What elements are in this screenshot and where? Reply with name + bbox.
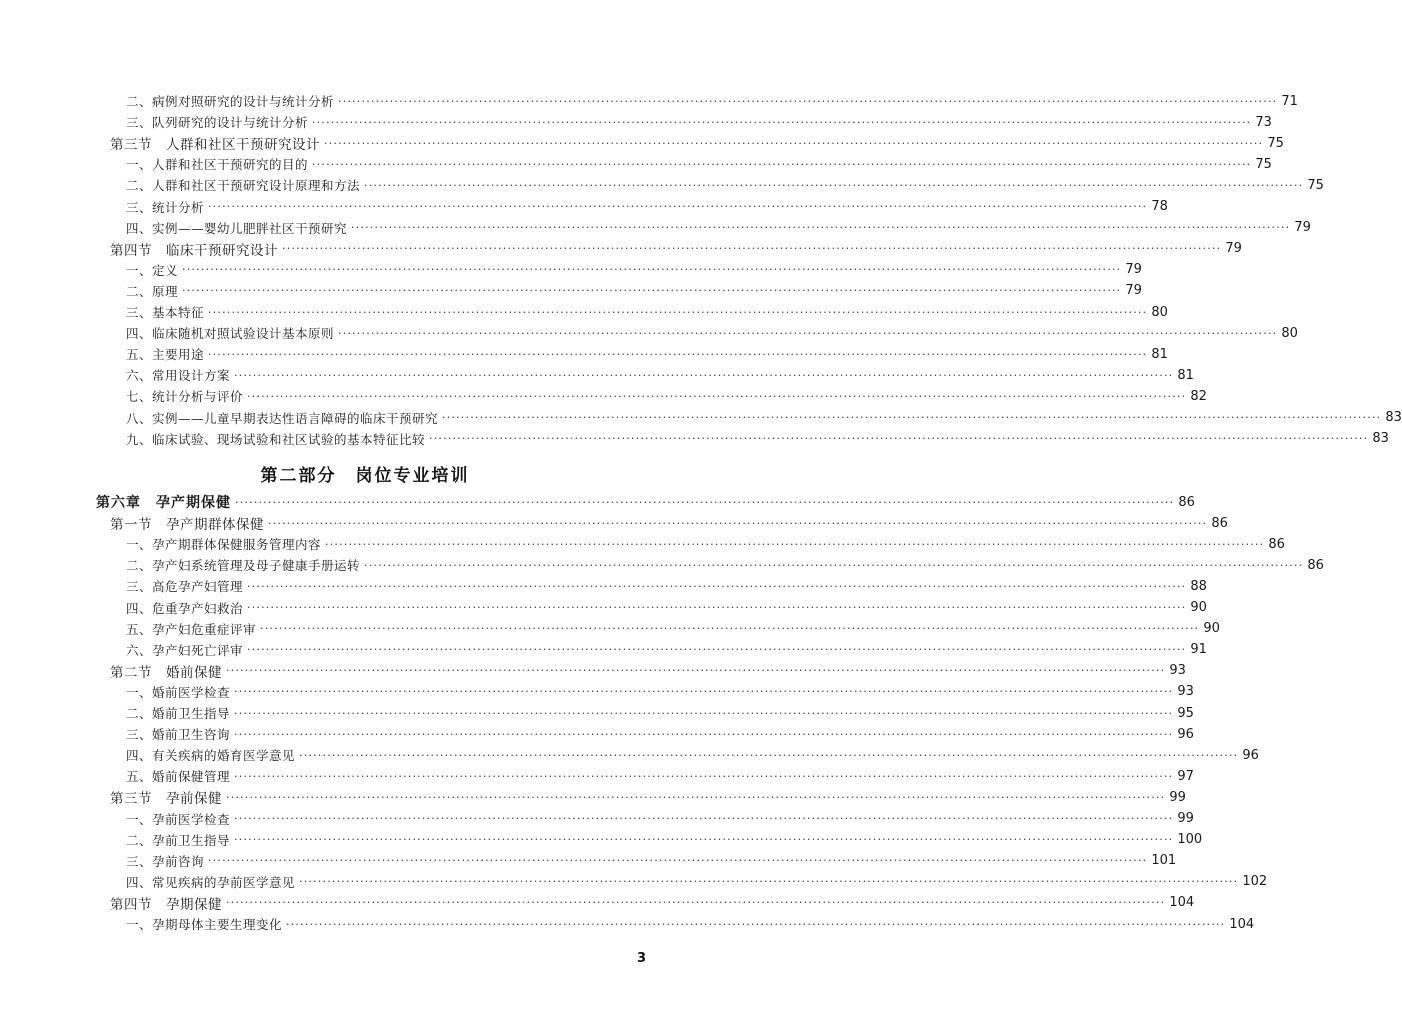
toc-entry-page: 73: [1255, 114, 1272, 130]
toc-entry-label: 六、常用设计方案: [126, 368, 231, 384]
dot-leader: ········································································································································································································: [442, 411, 1382, 424]
toc-entry: [126, 681, 1194, 703]
toc-entry: [126, 744, 1259, 766]
toc-entry: [126, 364, 1194, 386]
toc-entry-page: 79: [1225, 241, 1242, 257]
toc-entry-page: 99: [1169, 789, 1186, 805]
toc-entry-page: 104: [1169, 895, 1195, 911]
toc-entry: [110, 238, 1242, 260]
toc-entry-page: 96: [1242, 747, 1259, 763]
dot-leader: ········································································································································································································: [208, 854, 1148, 868]
toc-entry: [126, 702, 1194, 724]
toc-entry-page: 86: [1178, 494, 1195, 510]
toc-entry-page: 78: [1151, 199, 1168, 214]
toc-entry: [126, 618, 1220, 640]
toc-entry: [110, 512, 1228, 534]
toc-entry: [126, 174, 1324, 196]
toc-entry-label: 第二节 婚前保健: [110, 664, 222, 681]
toc-entry-page: 91: [1190, 642, 1207, 658]
toc-entry: [126, 829, 1203, 851]
dot-leader: ········································································································································································································: [234, 812, 1174, 825]
toc-entry: [126, 913, 1255, 935]
toc-entry: [126, 217, 1311, 239]
toc-entry: [110, 660, 1186, 682]
toc-entry: [126, 575, 1207, 597]
toc-entry: [126, 871, 1268, 893]
toc-entry-label: 七、统计分析与评价: [126, 389, 244, 405]
dot-leader: ········································································································································································································: [247, 601, 1187, 614]
dot-leader: ········································································································································································································: [351, 221, 1291, 235]
dot-leader: ········································································································································································································: [312, 115, 1252, 129]
toc-entry-page: 102: [1242, 874, 1268, 890]
toc-entry-label: 第四节 临床干预研究设计: [110, 242, 278, 259]
dot-leader: ········································································································································································································: [226, 896, 1166, 910]
toc-entry: [126, 850, 1177, 872]
toc-entry: [126, 90, 1298, 112]
toc-entry-label: 第三节 孕前保健: [110, 791, 222, 808]
toc-entry: [126, 196, 1168, 218]
dot-leader: ········································································································································································································: [338, 326, 1278, 340]
dot-leader: ········································································································································································································: [364, 558, 1304, 572]
toc-entry-page: 80: [1151, 304, 1168, 320]
toc-entry-page: 86: [1268, 536, 1285, 552]
toc-entry: [110, 132, 1284, 154]
toc-entry-label: 二、人群和社区干预研究设计原理和方法: [126, 178, 361, 194]
toc-entry: [126, 111, 1272, 133]
dot-leader: ········································································································································································································: [364, 178, 1304, 192]
toc-entry-page: 79: [1125, 262, 1142, 278]
toc-entry: [126, 533, 1285, 555]
toc-entry: [126, 343, 1168, 365]
toc-entry-label: 一、定义: [126, 262, 179, 278]
dot-leader: ········································································································································································································: [324, 136, 1264, 150]
toc-entry: [126, 428, 1389, 450]
toc-entry-page: 81: [1151, 346, 1168, 362]
toc-entry-label: 一、人群和社区干预研究的目的: [126, 157, 309, 173]
toc-entry-label: 第六章 孕产期保健: [96, 495, 231, 511]
dot-leader: ········································································································································································································: [234, 368, 1174, 382]
toc-entry: [126, 301, 1168, 323]
dot-leader: ········································································································································································································: [234, 769, 1174, 783]
dot-leader: ········································································································································································································: [234, 833, 1174, 847]
toc-entry-page: 75: [1307, 177, 1324, 193]
toc-entry-page: 90: [1203, 621, 1220, 637]
toc-entry-page: 80: [1281, 325, 1298, 341]
dot-leader: ········································································································································································································: [247, 643, 1187, 657]
toc-entry-page: 75: [1255, 156, 1272, 172]
toc-entry: [126, 808, 1194, 830]
dot-leader: ········································································································································································································: [247, 389, 1187, 403]
toc-entry-label: 二、孕产妇系统管理及母子健康手册运转: [126, 558, 361, 574]
toc-entry-page: 88: [1190, 578, 1207, 594]
toc-entry-page: 93: [1169, 663, 1186, 679]
toc-entry-label: 四、临床随机对照试验设计基本原则: [126, 326, 335, 342]
dot-leader: ········································································································································································································: [282, 242, 1222, 256]
toc-entry-page: 104: [1229, 916, 1255, 932]
toc-entry-label: 二、孕前卫生指导: [126, 832, 231, 848]
toc-entry-page: 101: [1151, 853, 1177, 869]
toc-entry-page: 82: [1190, 388, 1207, 404]
toc-entry: [126, 280, 1142, 302]
toc-entry: [126, 723, 1194, 745]
toc-entry-label: 二、病例对照研究的设计与统计分析: [126, 94, 335, 109]
toc-entry: [96, 491, 1195, 513]
toc-entry: [126, 765, 1194, 787]
toc-entry-label: 三、统计分析: [126, 199, 205, 215]
toc-entry-label: 一、婚前医学检查: [126, 684, 231, 700]
toc-entry-label: 四、危重孕产妇救治: [126, 600, 244, 616]
toc-entry-page: 79: [1294, 220, 1311, 236]
toc-entry-page: 95: [1177, 705, 1194, 721]
toc-entry: [126, 385, 1207, 407]
toc-entry-page: 86: [1307, 557, 1324, 573]
toc-entry-label: 六、孕产妇死亡评审: [126, 642, 244, 658]
toc-entry-label: 第四节 孕期保健: [110, 896, 222, 913]
dot-leader: ········································································································································································································: [299, 875, 1239, 889]
toc-entry-label: 四、有关疾病的婚育医学意见: [126, 748, 296, 764]
dot-leader: ········································································································································································································: [234, 685, 1174, 699]
toc-entry: [126, 554, 1324, 576]
toc-entry: [126, 407, 1402, 429]
dot-leader: ········································································································································································································: [299, 748, 1239, 762]
part-heading: 第二部分 岗位专业培训: [260, 466, 470, 486]
dot-leader: ········································································································································································································: [208, 305, 1148, 319]
toc-entry: [110, 786, 1186, 808]
toc-entry-page: 75: [1267, 135, 1284, 151]
toc-entry-page: 71: [1281, 93, 1298, 109]
toc-entry: [110, 892, 1195, 914]
dot-leader: ········································································································································································································: [268, 516, 1208, 530]
toc-entry: [126, 259, 1142, 281]
dot-leader: ········································································································································································································: [226, 664, 1166, 678]
dot-leader: ········································································································································································································: [234, 727, 1174, 741]
toc-entry-label: 三、孕前咨询: [126, 853, 205, 869]
dot-leader: ········································································································································································································: [429, 432, 1369, 446]
toc-entry-label: 三、高危孕产妇管理: [126, 579, 244, 595]
toc-entry-page: 81: [1177, 367, 1194, 383]
toc-entry-label: 第一节 孕产期群体保健: [110, 517, 264, 534]
dot-leader: ········································································································································································································: [312, 157, 1252, 171]
toc-entry-label: 五、婚前保健管理: [126, 769, 231, 785]
toc-entry-label: 三、婚前卫生咨询: [126, 727, 231, 743]
toc-entry-label: 一、孕期母体主要生理变化: [126, 917, 283, 932]
dot-leader: ········································································································································································································: [235, 495, 1175, 509]
toc-entry-label: 三、队列研究的设计与统计分析: [126, 115, 309, 131]
dot-leader: ········································································································································································································: [247, 579, 1187, 593]
dot-leader: ········································································································································································································: [260, 622, 1200, 636]
dot-leader: ········································································································································································································: [208, 200, 1148, 213]
toc-entry-label: 一、孕产期群体保健服务管理内容: [126, 537, 322, 553]
toc-entry-label: 八、实例——儿童早期表达性语言障碍的临床干预研究: [126, 410, 439, 426]
toc-entry-label: 二、婚前卫生指导: [126, 706, 231, 721]
toc-entry-label: 四、实例——婴幼儿肥胖社区干预研究: [126, 220, 348, 236]
toc-entry-label: 四、常见疾病的孕前医学意见: [126, 874, 296, 890]
toc-entry-page: 96: [1177, 726, 1194, 742]
dot-leader: ········································································································································································································: [226, 790, 1166, 804]
toc-entry-label: 五、主要用途: [126, 347, 205, 363]
toc-entry-label: 三、基本特征: [126, 305, 205, 320]
toc-entry-label: 二、原理: [126, 283, 179, 299]
dot-leader: ········································································································································································································: [325, 537, 1265, 551]
dot-leader: ········································································································································································································: [338, 94, 1278, 108]
toc-entry: [126, 639, 1207, 661]
toc-entry: [126, 597, 1207, 619]
toc-entry-page: 100: [1177, 832, 1203, 848]
dot-leader: ········································································································································································································: [234, 706, 1174, 720]
toc-entry-label: 五、孕产妇危重症评审: [126, 621, 257, 637]
toc-entry-label: 九、临床试验、现场试验和社区试验的基本特征比较: [126, 431, 426, 447]
page-number: 3: [637, 951, 647, 966]
dot-leader: ········································································································································································································: [182, 284, 1122, 298]
toc-entry-page: 83: [1385, 410, 1402, 425]
toc-entry-page: 97: [1177, 768, 1194, 784]
dot-leader: ········································································································································································································: [208, 347, 1148, 361]
dot-leader: ········································································································································································································: [286, 917, 1226, 931]
dot-leader: ········································································································································································································: [182, 263, 1122, 277]
toc-entry: [126, 322, 1298, 344]
toc-entry-page: 83: [1372, 431, 1389, 447]
toc-entry-page: 99: [1177, 811, 1194, 826]
toc-entry: [126, 153, 1272, 175]
toc-entry-page: 86: [1211, 515, 1228, 531]
toc-entry-page: 90: [1190, 600, 1207, 615]
toc-entry-page: 93: [1177, 684, 1194, 700]
toc-entry-page: 79: [1125, 283, 1142, 299]
toc-entry-label: 第三节 人群和社区干预研究设计: [110, 137, 320, 154]
toc-entry-label: 一、孕前医学检查: [126, 811, 231, 827]
